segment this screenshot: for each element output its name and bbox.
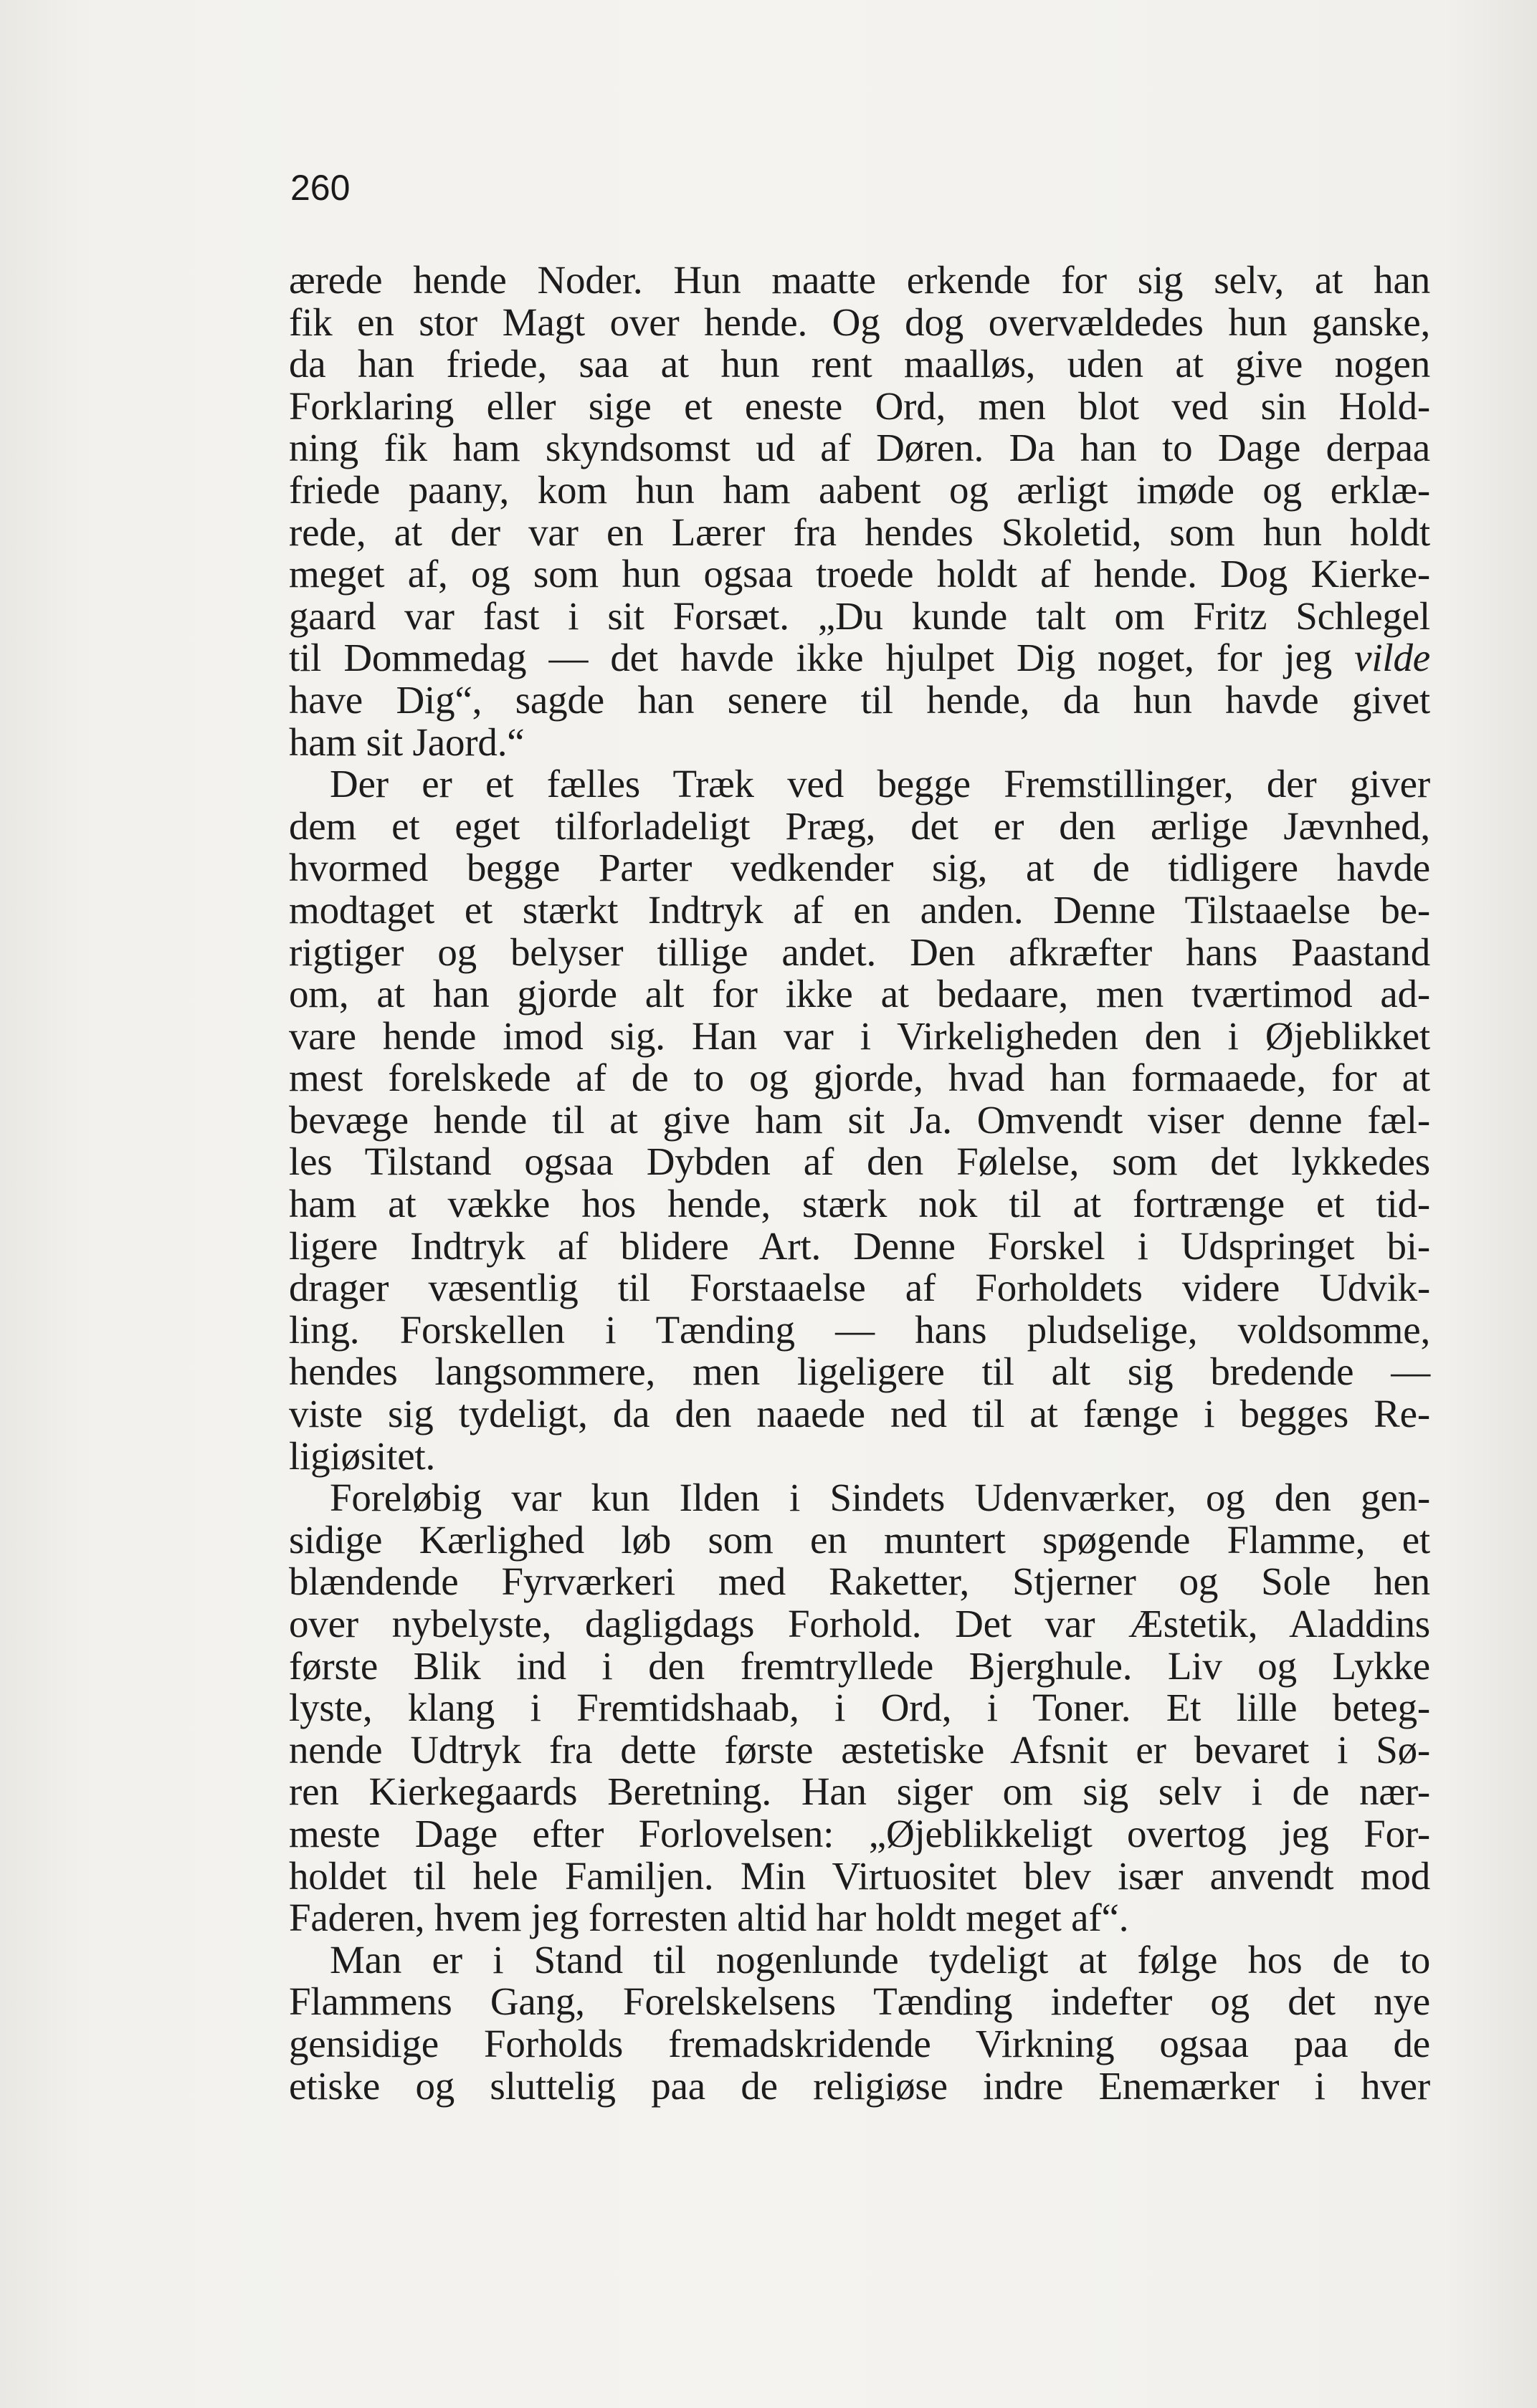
text-line (289, 1057, 1430, 1099)
text-line-content: ham sit Jaord.“ (289, 720, 525, 764)
text-line-content: om, at han gjorde alt for ikke at bedaare, men tværtimod ad- (289, 972, 1430, 1016)
text-line-content: lyste, klang i Fremtidshaab, i Ord, i Toner. Et lille beteg- (289, 1686, 1430, 1730)
text-line-content: have Dig“, sagde han senere til hende, da hun havde givet (289, 677, 1430, 722)
text-line-content: blændende Fyrværkeri med Raketter, Stjerner og Sole hen (289, 1559, 1430, 1604)
text-line (289, 1309, 1430, 1352)
text-line-content: dem et eget tilforladeligt Præg, det er den ærlige Jævnhed, (289, 803, 1430, 848)
text-line (289, 722, 1430, 764)
text-line (289, 1561, 1430, 1603)
text-line (289, 302, 1430, 344)
text-line (289, 1603, 1430, 1645)
text-line (289, 1393, 1430, 1435)
text-line-content: ren Kierkegaards Beretning. Han siger om sig selv i de nær- (289, 1769, 1430, 1814)
text-line-content: viste sig tydeligt, da den naaede ned til at fænge i begges Re- (289, 1392, 1430, 1436)
text-line-content: rigtiger og belyser tillige andet. Den afkræfter hans Paastand (289, 930, 1430, 974)
text-line-content: til Dommedag — det havde ikke hjulpet Dig noget, for jeg (289, 636, 1355, 680)
text-line (289, 637, 1430, 679)
text-line (289, 469, 1430, 512)
text-line-content: gaard var fast i sit Forsæt. „Du kunde talt om Fritz Schlegel (289, 593, 1430, 638)
text-line-italic: vilde (1354, 636, 1430, 680)
text-line (289, 383, 1430, 428)
text-line-content: ning fik ham skyndsomst ud af Døren. Da han to Dage derpaa (289, 426, 1430, 470)
text-line (289, 1687, 1430, 1729)
text-line-content: Man er i Stand til nogenlunde tydeligt at følge hos de to (330, 1937, 1430, 1982)
text-line-content: rede, at der var en Lærer fra hendes Skoletid, som hun holdt (289, 510, 1430, 554)
text-line-content: modtaget et stærkt Indtryk af en anden. Denne Tilstaaelse be- (289, 887, 1430, 932)
text-line-content: Flammens Gang, Forelskelsens Tænding indefter og det nye (289, 1979, 1430, 2024)
text-line (289, 1771, 1430, 1813)
text-line-content: sidige Kærlighed løb som en muntert spøgende Flamme, et (289, 1517, 1430, 1562)
text-line (289, 803, 1430, 848)
text-line-content: les Tilstand ogsaa Dybden af den Følelse, som det lykkedes (289, 1140, 1430, 1184)
text-line (289, 1477, 1430, 1519)
text-line-content: drager væsentlig til Forstaaelse af Forholdets videre Udvik- (289, 1266, 1430, 1310)
text-line-content: Der er et fælles Træk ved begge Fremstillinger, der giver (330, 762, 1430, 806)
page-number: 260 (290, 168, 351, 208)
text-line-content: etiske og sluttelig paa de religiøse indre Enemærker i hver (289, 2063, 1430, 2108)
text-line (289, 1939, 1430, 1982)
text-line (289, 1729, 1430, 1772)
text-line (289, 553, 1430, 596)
text-line (289, 1897, 1430, 1939)
text-line-content: friede paany, kom hun ham aabent og ærligt imøde og erklæ- (289, 467, 1430, 512)
text-line-content: bevæge hende til at give ham sit Ja. Omvendt viser denne fæl- (289, 1097, 1430, 1142)
text-line-content: meste Dage efter Forlovelsen: „Øjeblikkeligt overtog jeg For- (289, 1811, 1430, 1855)
text-line (289, 259, 1430, 302)
text-line-content: hvormed begge Parter vedkender sig, at de tidligere havde (289, 846, 1430, 890)
text-line-content: over nybelyste, dagligdags Forhold. Det var Æstetik, Aladdins (289, 1602, 1430, 1645)
text-line (289, 1013, 1430, 1058)
text-line (289, 2065, 1430, 2108)
text-line (289, 1141, 1430, 1183)
text-line-content: ligiøsitet. (289, 1433, 436, 1478)
text-line-content: ligere Indtryk af blidere Art. Denne Forskel i Udspringet bi- (289, 1223, 1430, 1268)
text-line (289, 1267, 1430, 1309)
text-line (289, 1223, 1430, 1268)
text-line (289, 593, 1430, 638)
text-line-content: ærede hende Noder. Hun maatte erkende for sig selv, at han (289, 258, 1430, 302)
text-line (289, 1351, 1430, 1393)
text-line-content: da han friede, saa at hun rent maalløs, uden at give nogen (289, 342, 1430, 386)
text-line-content: meget af, og som hun ogsaa troede holdt af hende. Dog Kierke- (289, 552, 1430, 596)
text-line-content: vare hende imod sig. Han var i Virkeligheden den i Øjeblikket (289, 1013, 1430, 1058)
text-line-content: ham at vække hos hende, stærk nok til at fortrænge et tid- (289, 1182, 1430, 1226)
text-line-content: Faderen, hvem jeg forresten altid har holdt meget af“. (289, 1896, 1129, 1940)
text-line-content: første Blik ind i den fremtryllede Bjerghule. Liv og Lykke (289, 1643, 1430, 1688)
text-line (289, 512, 1430, 554)
text-line-content: mest forelskede af de to og gjorde, hvad han formaaede, for at (289, 1056, 1430, 1100)
text-line (289, 679, 1430, 722)
text-line (289, 763, 1430, 806)
text-line-content: gensidige Forholds fremadskridende Virkning ogsaa paa de (289, 2021, 1430, 2065)
text-line (289, 932, 1430, 974)
text-line (289, 889, 1430, 932)
text-line-content: nende Udtryk fra dette første æstetiske Afsnit er bevaret i Sø- (289, 1727, 1430, 1772)
text-line (289, 1981, 1430, 2023)
text-line-content: ling. Forskellen i Tænding — hans pludselige, voldsomme, (289, 1307, 1430, 1352)
text-line (289, 1645, 1430, 1688)
body-text (289, 259, 1430, 2107)
text-line (289, 343, 1430, 386)
text-line-content: hendes langsommere, men ligeligere til alt sig bredende — (289, 1349, 1430, 1394)
text-line (289, 1183, 1430, 1226)
text-line-content: Foreløbig var kun Ilden i Sindets Udenværker, og den gen- (330, 1476, 1430, 1520)
text-line (289, 847, 1430, 889)
text-line (289, 1435, 1430, 1478)
text-line (289, 427, 1430, 469)
text-line (289, 1099, 1430, 1142)
text-line (289, 1519, 1430, 1562)
text-line-content: Forklaring eller sige et eneste Ord, men blot ved sin Hold- (289, 383, 1430, 428)
text-line (289, 2023, 1430, 2065)
text-line-content: holdet til hele Familjen. Min Virtuositet blev især anvendt mod (289, 1853, 1430, 1898)
text-line (289, 973, 1430, 1016)
text-line-content: fik en stor Magt over hende. Og dog overvældedes hun ganske, (289, 300, 1430, 344)
text-line (289, 1813, 1430, 1855)
text-line (289, 1855, 1430, 1898)
